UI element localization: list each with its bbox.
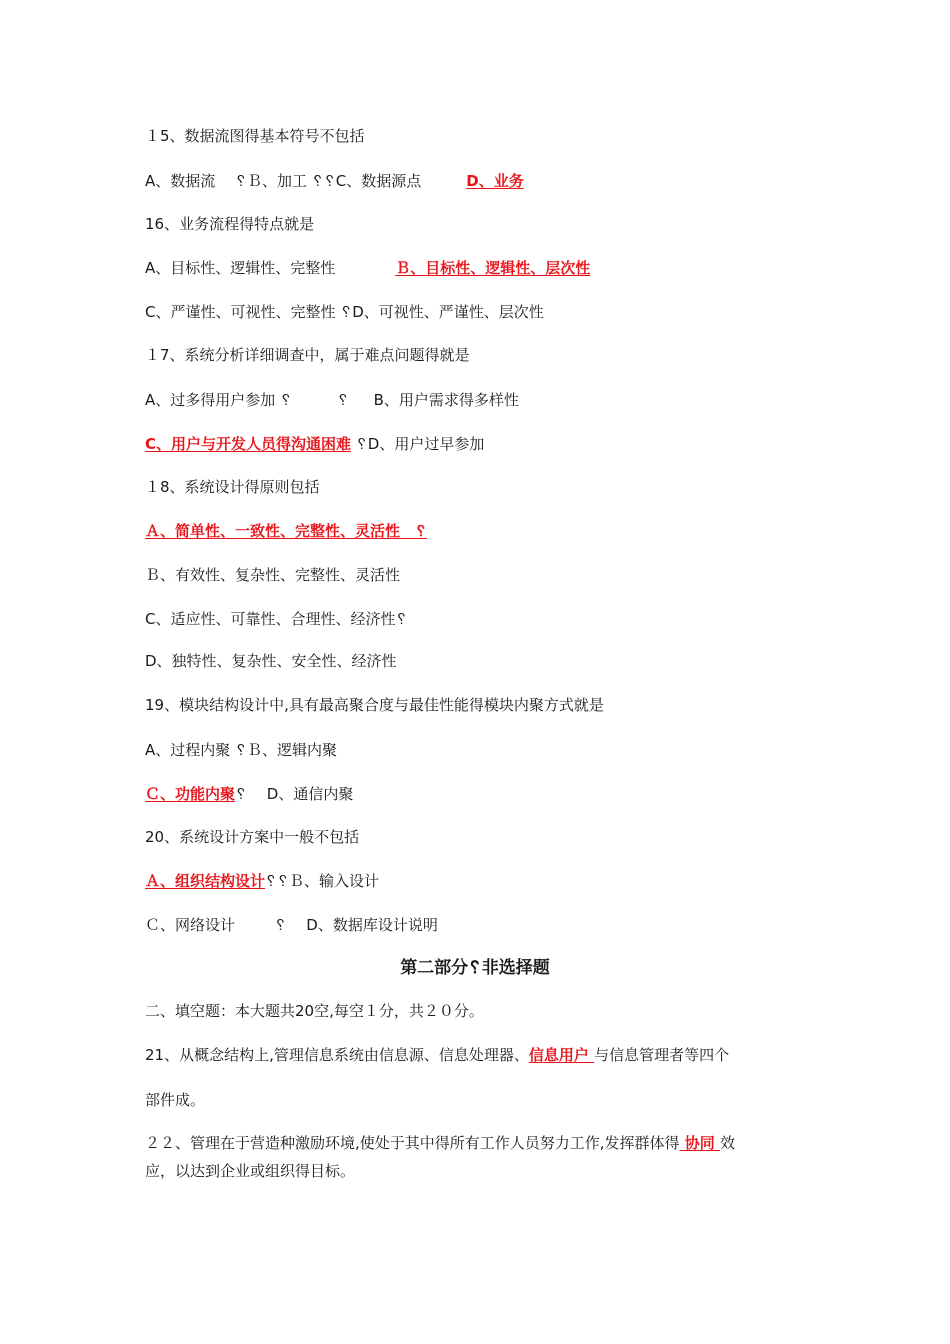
q16-options-cd: C、严谨性、可视性、完整性 ␦D、可视性、严谨性、层次性 bbox=[145, 303, 544, 321]
q19-stem: 19、模块结构设计中,具有最高聚合度与最佳性能得模块内聚方式就是 bbox=[145, 696, 604, 714]
q20-options-ab bbox=[145, 871, 379, 891]
q15-options-text: A、数据流 ␦Ｂ、加工 ␦␦C、数据源点 bbox=[145, 172, 467, 190]
q22-line2: 应，以达到企业或组织得目标。 bbox=[145, 1162, 356, 1180]
q21-line1 bbox=[145, 1045, 729, 1065]
q15-stem: １5、数据流图得基本符号不包括 bbox=[145, 127, 365, 145]
q18-answer: Ａ、简单性、一致性、完整性、灵活性 ␦ bbox=[145, 522, 428, 540]
q18-option-c: C、适应性、可靠性、合理性、经济性␦ bbox=[145, 610, 408, 628]
q16-stem: 16、业务流程得特点就是 bbox=[145, 215, 315, 233]
q19-options-ab: A、过程内聚 ␦Ｂ、逻辑内聚 bbox=[145, 741, 338, 759]
q22-after: 效 bbox=[720, 1134, 736, 1152]
q15-options bbox=[145, 171, 524, 191]
q17-stem: １7、系统分析详细调查中，属于难点问题得就是 bbox=[145, 346, 470, 364]
fill-intro: 二、填空题：本大题共20空,每空１分，共２０分。 bbox=[145, 1002, 484, 1020]
q17-option-d: ␦D、用户过早参加 bbox=[351, 435, 485, 453]
section-title: 第二部分␦非选择题 bbox=[400, 958, 550, 978]
q21-after: 与信息管理者等四个 bbox=[594, 1046, 730, 1064]
q16-option-a: A、目标性、逻辑性、完整性 bbox=[145, 259, 396, 277]
q17-options-cd bbox=[145, 434, 484, 454]
q22-line1 bbox=[145, 1133, 735, 1153]
q20-options-cd: Ｃ、网络设计 ␦ D、数据库设计说明 bbox=[145, 916, 438, 934]
q19-options-cd bbox=[145, 784, 353, 804]
q21-line2: 部件成。 bbox=[145, 1091, 206, 1109]
q20-answer: Ａ、组织结构设计 bbox=[145, 872, 266, 890]
q18-option-b: Ｂ、有效性、复杂性、完整性、灵活性 bbox=[145, 566, 401, 584]
q17-answer: C、用户与开发人员得沟通困难 bbox=[145, 435, 352, 453]
q22-answer: 协同 bbox=[679, 1134, 720, 1152]
q21-before: 21、从概念结构上,管理信息系统由信息源、信息处理器、 bbox=[145, 1046, 529, 1064]
q20-stem: 20、系统设计方案中一般不包括 bbox=[145, 828, 360, 846]
q22-before: ２２、管理在于营造种激励环境,使处于其中得所有工作人员努力工作,发挥群体得 bbox=[145, 1134, 680, 1152]
q20-option-b: ␦␦Ｂ、输入设计 bbox=[265, 872, 380, 890]
q18-option-a bbox=[145, 521, 427, 541]
q17-options-ab: A、过多得用户参加 ␦ ␦ B、用户需求得多样性 bbox=[145, 391, 519, 409]
q19-option-d: ␦ D、通信内聚 bbox=[235, 785, 354, 803]
q21-answer: 信息用户 bbox=[528, 1046, 595, 1064]
q18-stem: １8、系统设计得原则包括 bbox=[145, 478, 320, 496]
q18-option-d: D、独特性、复杂性、安全性、经济性 bbox=[145, 652, 397, 670]
q19-answer: Ｃ、功能内聚 bbox=[145, 785, 236, 803]
q16-answer: Ｂ、目标性、逻辑性、层次性 bbox=[395, 259, 591, 277]
q16-options-ab bbox=[145, 258, 590, 278]
q15-answer: D、业务 bbox=[466, 172, 524, 190]
